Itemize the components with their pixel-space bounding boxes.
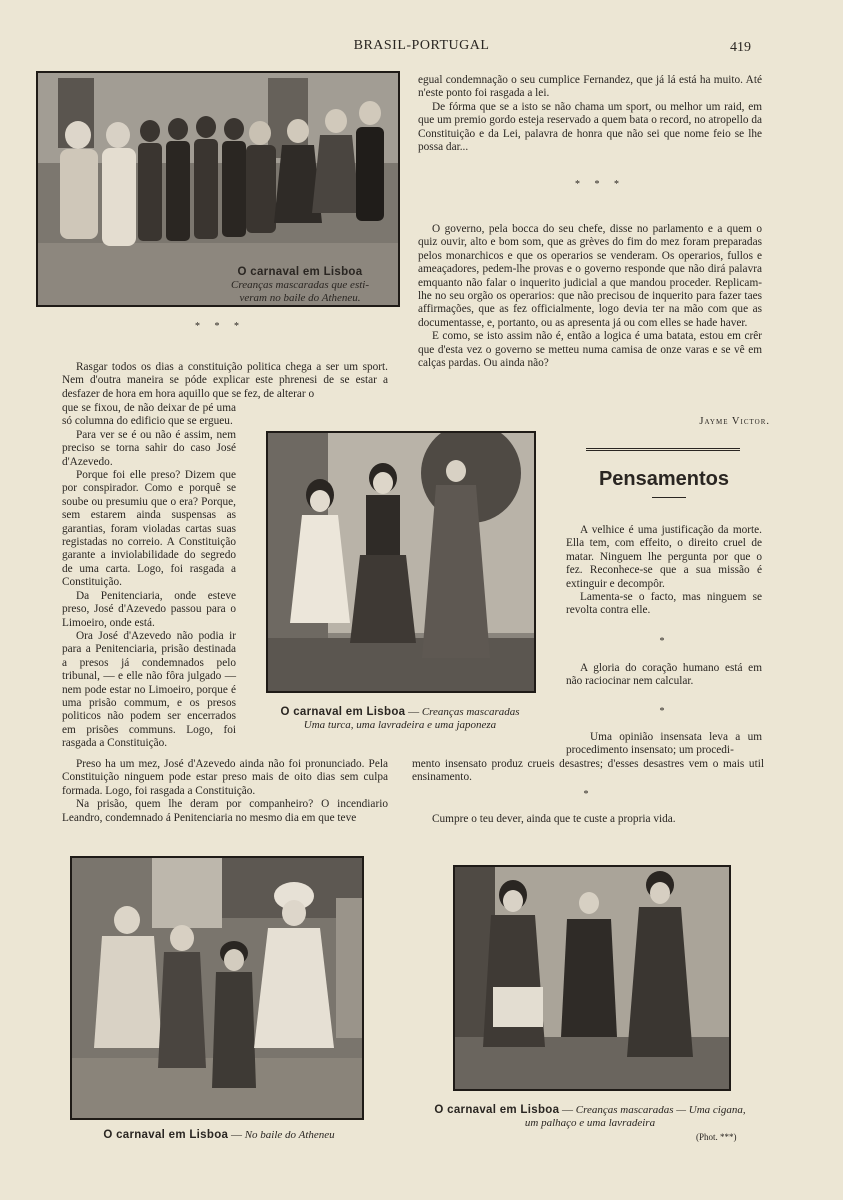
photo-figures [72, 858, 362, 1118]
photo4-caption [400, 1104, 780, 1130]
article-rasgar-paragraph [62, 361, 388, 401]
photo4-caption-title: O carnaval em Lisboa [434, 1104, 560, 1116]
photo-credit: (Phot. ***) [696, 1132, 737, 1142]
section-title-pensamentos: Pensamentos [598, 468, 730, 490]
pensamento-opiniao-a [566, 731, 762, 758]
article-paragraph: Da Penitenciaria, onde esteve preso, José d'Azevedo passou para o Limoeiro, onde está. [62, 589, 236, 629]
article-continuation-top [418, 74, 762, 154]
photo1-caption-line2: veram no baile do Atheneu. [239, 292, 361, 304]
pensamento-text: Lamenta-se o facto, mas ninguem se revolta contra elle. [566, 591, 762, 617]
photo3-caption-title: O carnaval em Lisboa [103, 1129, 229, 1141]
running-title: BRASIL-PORTUGAL [353, 38, 490, 53]
photo4-caption-line2: um palhaço e uma lavradeira [524, 1117, 656, 1129]
article-paragraph: O governo, pela bocca do seu chefe, disse no parlamento e a quem o quiz ouvir, alto e bom som, que as grèves do fim do mez foram preparadas pelos monarchicos e que os operarios se venderam. Os operarios, fullos e ameaçadores, pedem-lhe provas e o governo responde que não dirá palavra emquanto não falar o inquerito judicial a que mandou proceder. Replicam-lhe no seu orgão os operarios: que não precisou de inquerito para fazer taes affirmações, que as fez officialmente, logo devia ter na mão com que as documentasse, e, portanto, ou as apresenta já ou com elles se hade haver. [418, 223, 762, 329]
photo2-caption [244, 706, 556, 732]
article-paragraph: Rasgar todos os dias a constituição politica chega a ser um sport. Nem d'outra maneira se póde explicar este phrenesi de se estar a desfazer de hora em hora aquillo que se fez, de alterar o [62, 361, 388, 400]
pensamento-text: Cumpre o teu dever, ainda que te custe a propria vida. [432, 813, 676, 825]
photo-atheneu-ball-children [70, 856, 364, 1120]
pensamento-text: Uma opinião insensata leva a um procedimento insensato; um procedi- [566, 731, 762, 757]
photo4-caption-sub: Creanças mascaradas — Uma cigana, [575, 1104, 746, 1116]
pensamento-dever [412, 813, 764, 826]
pensamento-text: mento insensato produz crueis desastres; d'esses desastres vem o mais util ensinamento. [412, 758, 764, 784]
page-number: 419 [730, 40, 751, 55]
article-paragraph: Porque foi elle preso? Dizem que por conspirador. Como e porquê se soube ou presumiu que o era? Porque, sem estarem ainda suspensas as garantias, foram violadas cartas suas registadas no correio. A Constituição garante a inviolabilidade do segredo de uma carta. Logo, foi rasgada a Constituição. [62, 469, 236, 589]
photo-figures [455, 867, 729, 1089]
photo1-caption-line1: Creanças mascaradas que esti- [231, 279, 369, 291]
separator-stars: * * * [575, 179, 625, 190]
pensamento-star: * [583, 789, 595, 800]
photo2-caption-line2: Uma turca, uma lavradeira e uma japoneza [303, 719, 497, 731]
photo3-caption-sub: No baile do Atheneu [244, 1129, 335, 1141]
article-paragraph: Na prisão, quem lhe deram por companheiro? O incendiario Leandro, condemnado á Penitenciaria no mesmo dia em que teve [62, 798, 388, 824]
photo3-caption [50, 1129, 388, 1142]
caption-dash: — [405, 706, 422, 718]
photo2-caption-sub: Creanças mascaradas [421, 706, 520, 718]
pensamento-text: A gloria do coração humano está em não raciocinar nem calcular. [566, 662, 762, 688]
article-left-column [62, 402, 236, 751]
separator-stars: * * * [195, 321, 245, 332]
article-governo-section [418, 223, 762, 370]
photo2-caption-title: O carnaval em Lisboa [280, 706, 406, 718]
photo1-caption-title: O carnaval em Lisboa [237, 266, 363, 278]
article-paragraph: que se fixou, de não deixar de pé uma só columna do edificio que se ergueu. [62, 402, 236, 428]
article-paragraph: Ora José d'Azevedo não podia ir para a Penitenciaria, prisão destinada a presos já condemnados pelo tribunal, — e elle não fôra julgado — nem pode estar no Limoeiro, porque é uma prisão commum, e os presos politicos não podem ser encerrados em prisões communs. Logo, foi rasgada a Constituição. [62, 629, 236, 750]
pensamento-star: * [659, 636, 671, 647]
pensamento-gloria [566, 662, 762, 689]
article-paragraph: De fórma que se a isto se não chama um sport, ou melhor um raid, em que um premio gordo esteja reservado a quem bata o record, no atropello da Constituição e da Lei, palavra de honra que não sei que nome feio se lhe possa dar... [418, 100, 762, 154]
photo-cigana-palhaco-lavradeira [453, 865, 731, 1091]
pensamento-opiniao-b [412, 758, 764, 785]
article-paragraph: Para ver se é ou não é assim, nem preciso se torna sahir do caso José d'Azevedo. [62, 428, 236, 468]
article-paragraph: egual condemnação o seu cumplice Fernandez, que já lá está ha muito. Até n'este ponto foi rasgada a lei. [418, 74, 762, 100]
pensamento-star: * [659, 706, 671, 717]
section-rule [586, 448, 740, 451]
article-paragraph: Preso ha um mez, José d'Azevedo ainda não foi pronunciado. Pela Constituição ninguem pode estar preso mais de oito dias sem culpa formada. Logo, foi rasgada a Constituição. [62, 758, 388, 797]
title-underline [652, 497, 686, 498]
article-paragraph: E como, se isto assim não é, então a logica é uma batata, estou em crêr que d'esta vez o governo se metteu numa camisa de onze varas e se vê em calças pardas. Ou ainda não? [418, 330, 762, 370]
article-left-bottom [62, 758, 388, 825]
pensamento-velhice [566, 524, 762, 618]
pensamento-text: A velhice é uma justificação da morte. Ella tem, com effeito, o direito cruel de matar. Ninguem lhe pergunta por que o fez. Reconhece-se que a sua missão é extinguir e decompôr. [566, 524, 762, 590]
photo1-caption [205, 266, 395, 305]
caption-dash: — [559, 1104, 576, 1116]
caption-dash: — [228, 1129, 245, 1141]
photo-figures [268, 433, 534, 691]
photo-turca-lavradeira-japoneza [266, 431, 536, 693]
author-signature: Jayme Victor. [699, 416, 770, 427]
